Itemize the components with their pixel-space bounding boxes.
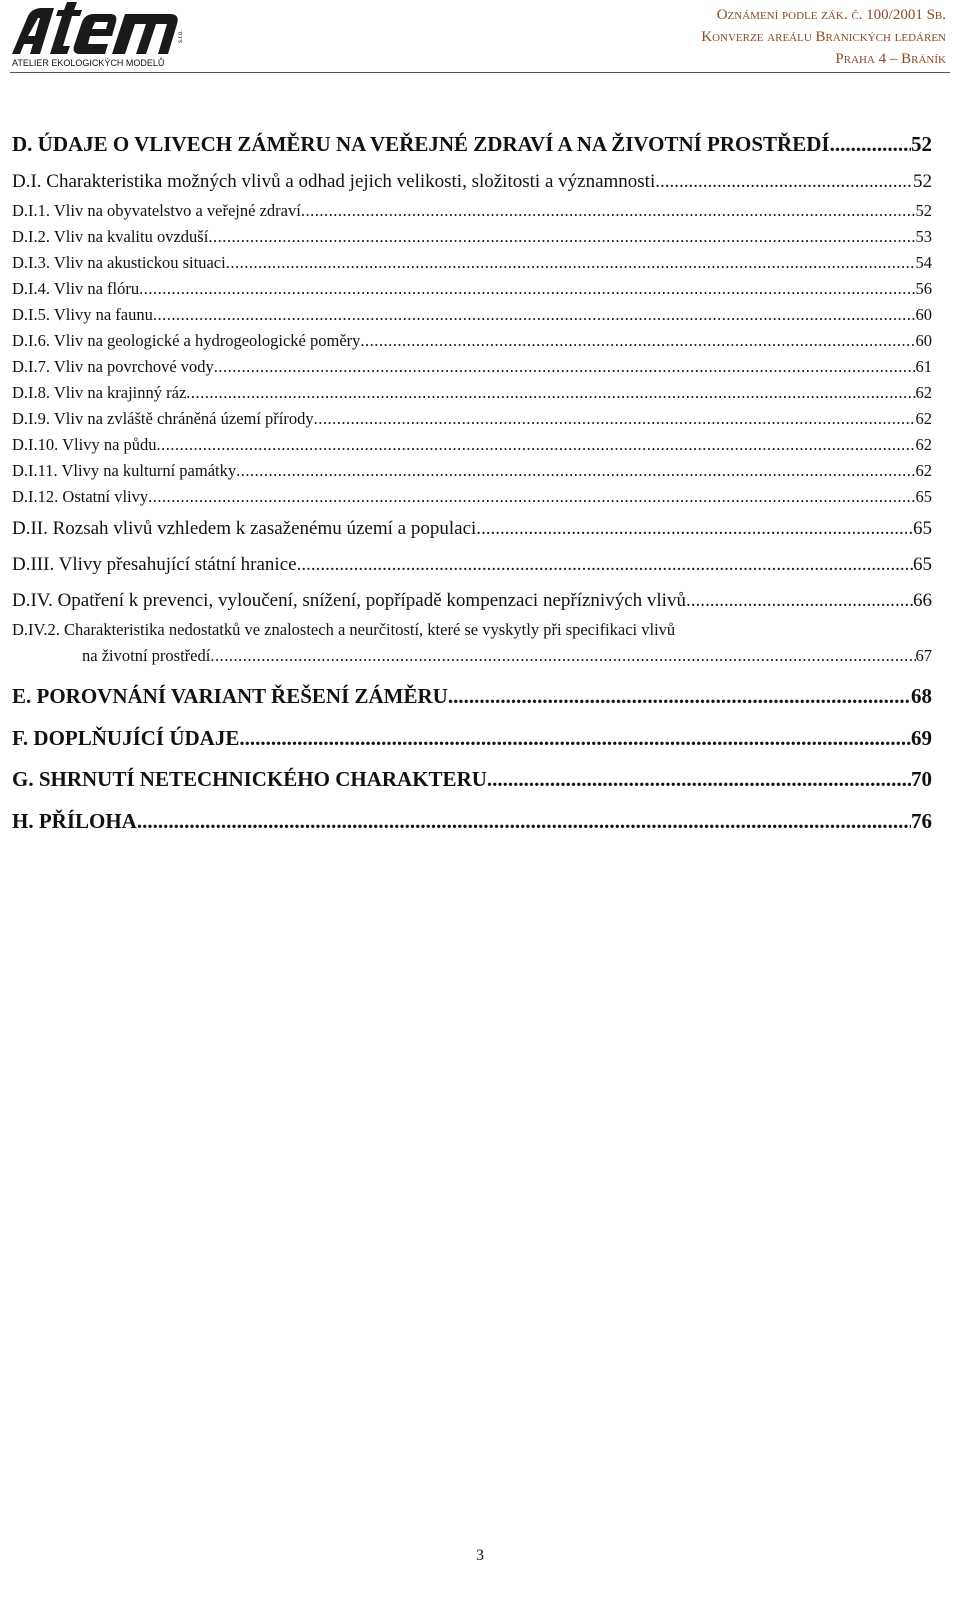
toc-entry-d-i-11[interactable] [12,461,932,481]
toc-entry-page: 54 [915,253,932,272]
toc-entry-d-i-10[interactable] [12,435,932,455]
toc-entry-title: D.I.9. Vliv na zvláště chráněná území přírody [12,409,314,428]
toc-entry-h[interactable] [12,809,932,834]
toc-entry-d-i-7[interactable] [12,357,932,377]
toc-entry-d-iv[interactable] [12,590,932,612]
toc-entry-title: D.I.8. Vliv na krajinný ráz [12,383,187,402]
toc-entry-d-i-9[interactable] [12,409,932,429]
toc-entry-title: D.I.1. Vliv na obyvatelstvo a veřejné zdraví [12,201,301,220]
atem-logo-mark [10,2,186,62]
toc-entry-title: E. POROVNÁNÍ VARIANT ŘEŠENÍ ZÁMĚRU [12,684,448,708]
toc-entry-d-i-2[interactable] [12,227,932,247]
toc-entry-title: F. DOPLŇUJÍCÍ ÚDAJE [12,726,240,750]
toc-entry-e[interactable] [12,684,932,709]
toc-entry-page: 65 [913,554,932,575]
toc-entry-title: D.I.10. Vlivy na půdu [12,435,157,454]
toc-entry-d-ii[interactable] [12,518,932,540]
toc-entry-page: 62 [915,383,932,402]
header-line-2: Konverze areálu Branických ledáren [701,29,946,45]
toc-entry-d-i-12[interactable] [12,487,932,507]
toc-entry-page: 62 [915,409,932,428]
toc-entry-g[interactable] [12,767,932,792]
header-line-3: Praha 4 – Bráník [835,51,946,67]
toc-entry-d-i-3[interactable] [12,253,932,273]
toc-entry-page: 67 [915,646,932,665]
toc-entry-title: D.I.12. Ostatní vlivy [12,487,149,506]
toc-entry-page: 62 [915,435,932,454]
toc-entry-title: D.I.5. Vlivy na faunu [12,305,153,324]
toc-entry-page: 52 [913,171,932,192]
toc-entry-title: D.I.11. Vlivy na kulturní památky [12,461,237,480]
toc-entry-d-i-5[interactable] [12,305,932,325]
toc-entry-page: 61 [915,357,932,376]
toc-entry-page: 60 [915,305,932,324]
toc-entry-title: D.I.2. Vliv na kvalitu ovzduší [12,227,209,246]
toc-entry-title: D.I.4. Vliv na flóru [12,279,140,298]
toc-entry-title: na životní prostředí [82,646,211,665]
toc-entry-page: 70 [911,767,932,791]
toc-entry-f[interactable] [12,726,932,751]
toc-entry-page: 69 [911,726,932,750]
toc-entry-page: 65 [913,518,932,539]
toc-entry-d-iv-2-line1: D.IV.2. Charakteristika nedostatků ve znalostech a neurčitostí, které se vyskytly při specifikaci vlivů [12,620,676,639]
header-line-1: Oznámení podle zák. č. 100/2001 Sb. [716,7,946,23]
toc-entry-d-i-1[interactable] [12,201,932,221]
logo-sro: s.r.o. [178,30,184,44]
page-number: 3 [476,1547,484,1564]
toc-entry-page: 66 [913,590,932,611]
toc-entry-title: D. ÚDAJE O VLIVECH ZÁMĚRU NA VEŘEJNÉ ZDRAVÍ A NA ŽIVOTNÍ PROSTŘEDÍ [12,132,830,156]
document-info [701,4,946,70]
toc-entry-d-i-8[interactable] [12,383,932,403]
toc-entry-title: D.IV. Opatření k prevenci, vyloučení, snížení, popřípadě kompenzaci nepříznivých vlivů [12,590,686,611]
toc-entry-d-i[interactable] [12,171,932,193]
toc-entry-page: 62 [915,461,932,480]
logo-caption: ATELIER EKOLOGICKÝCH MODELŮ [12,58,165,68]
page-header [0,0,960,78]
toc-entry-title: D.III. Vlivy přesahující státní hranice [12,554,297,575]
toc-entry-title: D.II. Rozsah vlivů vzhledem k zasaženému území a populaci [12,518,477,539]
toc-entry-title: D.I. Charakteristika možných vlivů a odhad jejich velikosti, složitosti a významnosti [12,171,656,192]
toc-entry-d[interactable] [12,132,932,157]
toc-entry-title: D.I.7. Vliv na povrchové vody [12,357,214,376]
toc-entry-title: G. SHRNUTÍ NETECHNICKÉHO CHARAKTERU [12,767,487,791]
toc-entry-title: D.I.3. Vliv na akustickou situaci [12,253,226,272]
toc-entry-d-iv-2[interactable] [82,646,932,666]
toc-entry-page: 52 [915,201,932,220]
toc-entry-page: 60 [915,331,932,350]
toc-entry-title: D.I.6. Vliv na geologické a hydrogeologické poměry [12,331,361,350]
toc-entry-title: H. PŘÍLOHA [12,809,137,833]
toc-entry-page: 53 [915,227,932,246]
toc-entry-d-iii[interactable] [12,554,932,576]
toc-entry-page: 76 [911,809,932,833]
toc-entry-page: 56 [915,279,932,298]
toc-entry-page: 52 [911,132,932,156]
header-divider [10,72,950,73]
toc-entry-d-i-6[interactable] [12,331,932,351]
toc-entry-page: 65 [915,487,932,506]
toc-entry-page: 68 [911,684,932,708]
toc-entry-d-i-4[interactable] [12,279,932,299]
